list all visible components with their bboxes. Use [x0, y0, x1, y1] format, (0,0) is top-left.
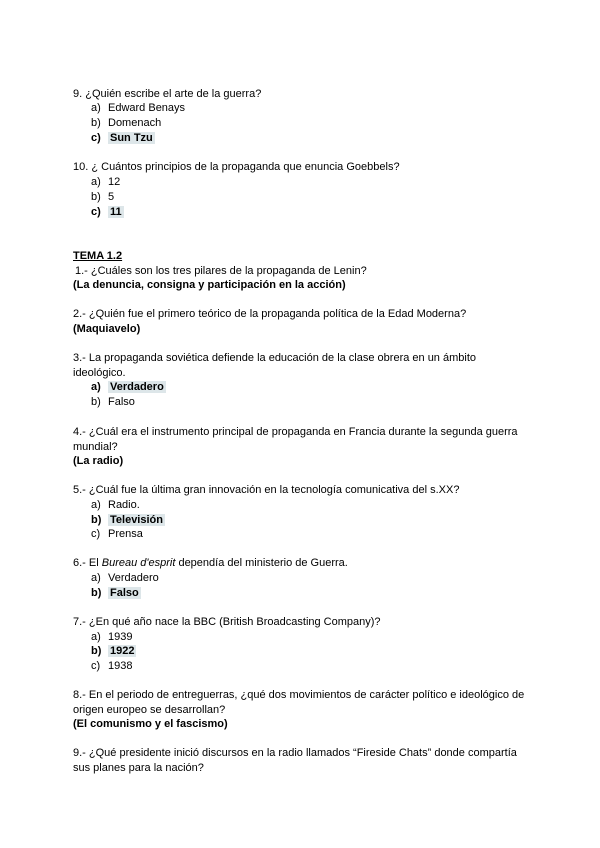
option-text: 12 — [108, 176, 121, 188]
question-9: 9. ¿Quién escribe el arte de la guerra? — [73, 88, 262, 100]
option-marker: c) — [91, 660, 101, 672]
option-marker: a) — [91, 572, 101, 584]
option-text: Domenach — [108, 117, 162, 129]
tema-question-3-line1: 3.- La propaganda soviética defiende la educación de la clase obrera en un ámbito — [73, 352, 476, 364]
option-marker: c) — [91, 206, 101, 218]
option-10b — [91, 190, 114, 204]
highlighted-answer: Sun Tzu — [110, 132, 153, 144]
option-5c — [91, 527, 143, 541]
question-10: 10. ¿ Cuántos principios de la propaganda que enuncia Goebbels? — [73, 161, 400, 173]
tema-question-9-line1: 9.- ¿Qué presidente inició discursos en la radio llamados “Fireside Chats” donde compartía — [73, 747, 517, 759]
option-marker: a) — [91, 381, 101, 393]
option-3b — [91, 395, 135, 409]
tema-question-8-line2: origen europeo se desarrollan? — [73, 704, 226, 716]
option-text: Prensa — [108, 528, 143, 540]
option-text: Falso — [108, 396, 135, 408]
option-marker: b) — [91, 587, 102, 599]
highlighted-answer: Verdadero — [110, 381, 164, 393]
option-marker: b) — [91, 645, 102, 657]
option-marker: b) — [91, 191, 101, 203]
tema-question-7: 7.- ¿En qué año nace la BBC (British Broadcasting Company)? — [73, 616, 381, 628]
option-9a — [91, 101, 185, 115]
option-9c-correct — [91, 131, 155, 145]
question-6-prefix: 6.- El — [73, 557, 102, 569]
tema-question-1: 1.- ¿Cuáles son los tres pilares de la propaganda de Lenin? — [75, 265, 367, 277]
option-marker: b) — [91, 117, 101, 129]
option-marker: b) — [91, 514, 102, 526]
tema-question-4-line2: mundial? — [73, 441, 118, 453]
option-3a-correct — [91, 380, 166, 394]
option-text: 5 — [108, 191, 115, 203]
option-10c-correct — [91, 205, 124, 219]
option-text: 1939 — [108, 631, 133, 643]
tema-question-6 — [73, 556, 348, 570]
option-9b — [91, 116, 161, 130]
tema-question-2: 2.- ¿Quién fue el primero teórico de la propaganda política de la Edad Moderna? — [73, 308, 467, 320]
highlighted-answer: 11 — [110, 206, 122, 218]
highlighted-answer: 1922 — [110, 645, 135, 657]
option-5a — [91, 498, 140, 512]
question-6-suffix: dependía del ministerio de Guerra. — [175, 557, 348, 569]
tema-question-4-line1: 4.- ¿Cuál era el instrumento principal de propaganda en Francia durante la segunda guerra — [73, 426, 518, 438]
option-marker: a) — [91, 176, 101, 188]
option-7c — [91, 659, 132, 673]
option-7b-correct — [91, 644, 136, 658]
option-text: 1938 — [108, 660, 133, 672]
tema-question-8-line1: 8.- En el periodo de entreguerras, ¿qué dos movimientos de carácter político e ideológico de — [73, 689, 525, 701]
tema-answer-1: (La denuncia, consigna y participación en la acción) — [73, 279, 346, 291]
tema-answer-8: (El comunismo y el fascismo) — [73, 718, 228, 730]
option-marker: a) — [91, 631, 101, 643]
option-text: Verdadero — [108, 572, 159, 584]
section-title: TEMA 1.2 — [73, 250, 123, 262]
option-marker: c) — [91, 528, 101, 540]
highlighted-answer: Televisión — [110, 514, 163, 526]
tema-question-9-line2: sus planes para la nación? — [73, 762, 204, 774]
option-text: Radio. — [108, 499, 140, 511]
tema-question-5: 5.- ¿Cuál fue la última gran innovación en la tecnología comunicativa del s.XX? — [73, 484, 460, 496]
option-5b-correct — [91, 513, 165, 527]
option-marker: c) — [91, 132, 101, 144]
option-10a — [91, 175, 120, 189]
option-marker: a) — [91, 499, 101, 511]
option-marker: a) — [91, 102, 101, 114]
option-text: Edward Benays — [108, 102, 186, 114]
option-6b-correct — [91, 586, 141, 600]
option-marker: b) — [91, 396, 101, 408]
option-7a — [91, 630, 132, 644]
tema-answer-2: (Maquiavelo) — [73, 323, 141, 335]
question-6-italic: Bureau d'esprit — [101, 557, 176, 569]
highlighted-answer: Falso — [110, 587, 139, 599]
tema-answer-4: (La radio) — [73, 455, 124, 467]
option-6a — [91, 571, 159, 585]
tema-question-3-line2: ideológico. — [73, 367, 126, 379]
